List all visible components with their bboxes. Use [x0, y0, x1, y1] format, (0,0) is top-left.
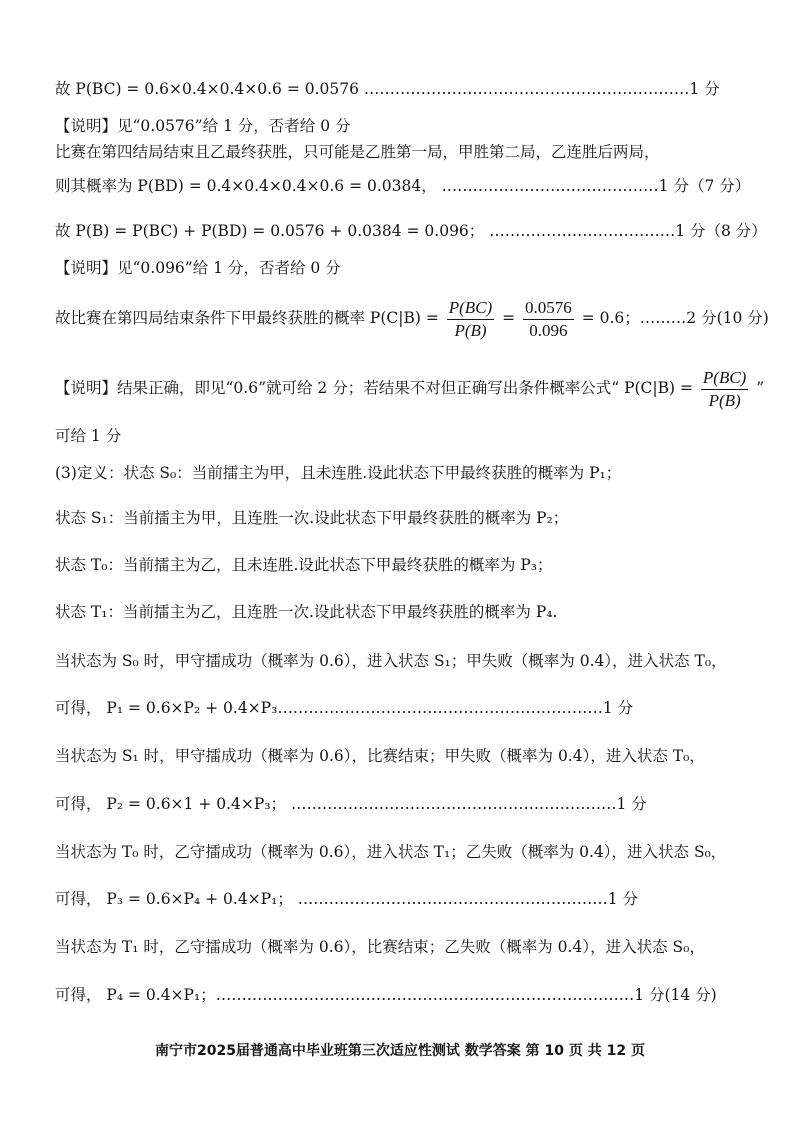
fraction-denominator: P(B): [454, 320, 487, 340]
fraction-pbc-over-pb: [447, 297, 494, 342]
equation-p2: 可得， P₂ = 0.6×1 + 0.4×P₃； ………………………………………………………1 分: [55, 795, 647, 813]
state-s1-definition: 状态 S₁：当前擂主为甲，且连胜一次.设此状态下甲最终获胜的概率为 P₂；: [55, 509, 569, 527]
fraction-numerator: 0.0576: [523, 297, 574, 320]
fraction-numerator: P(BC): [447, 297, 494, 320]
line-3: 比赛在第四结局结束且乙最终获胜，只可能是乙胜第一局，甲胜第二局，乙连胜后两局，: [55, 143, 660, 161]
fraction-denominator: P(B): [708, 390, 741, 410]
page-footer: 南宁市2025届普通高中毕业班第三次适应性测试 数学答案 第 10 页 共 12 页: [154, 1043, 646, 1059]
note-3-prefix: 【说明】结果正确，即见“0.6”就可给 2 分；若结果不对但正确写出条件概率公式“ P(C|B) =: [55, 379, 698, 397]
state-t0-definition: 状态 T₀：当前擂主为乙，且未连胜.设此状态下甲最终获胜的概率为 P₃；: [55, 556, 553, 574]
t1-transition: 当状态为 T₁ 时，乙守擂成功（概率为 0.6），比赛结束；乙失败（概率为 0.4），进入状态 S₀，: [55, 938, 705, 956]
line-1: 故 P(BC) = 0.6×0.4×0.4×0.6 = 0.0576 ………………………………………………………1 分: [55, 80, 720, 98]
fraction-formula: [701, 367, 748, 412]
s0-transition: 当状态为 S₀ 时，甲守擂成功（概率为 0.6），进入状态 S₁；甲失败（概率为 0.4），进入状态 T₀，: [55, 652, 727, 670]
line-7-suffix: = 0.6；………2 分(10 分): [576, 309, 769, 327]
note-3-suffix: ”: [751, 379, 765, 397]
line-4: 则其概率为 P(BD) = 0.4×0.4×0.4×0.6 = 0.0384， ……………………………………1 分（7 分）: [55, 177, 751, 195]
s1-transition: 当状态为 S₁ 时，甲守擂成功（概率为 0.6），比赛结束；甲失败（概率为 0.4），进入状态 T₀，: [55, 747, 705, 765]
note-line-2: 【说明】见“0.096”给 1 分，否者给 0 分: [55, 259, 341, 277]
fraction-denominator: 0.096: [529, 320, 568, 340]
line-5: 故 P(B) = P(BC) + P(BD) = 0.0576 + 0.0384 = 0.096； ………………………………1 分（8 分）: [55, 222, 767, 240]
fraction-numerator: P(BC): [701, 367, 748, 390]
equation-p3: 可得， P₃ = 0.6×P₄ + 0.4×P₁； ……………………………………………………1 分: [55, 890, 639, 908]
conditional-probability-line: 故比赛在第四局结束条件下甲最终获胜的概率 P(C|B) = $\frac{P(BC)}{P(B)}$ = $\frac{0.0576}{0.096}$ = 0.6；………2 分(10 分): [55, 297, 769, 340]
fraction-values: [523, 297, 574, 342]
t0-transition: 当状态为 T₀ 时，乙守擂成功（概率为 0.6），进入状态 T₁；乙失败（概率为 0.4），进入状态 S₀，: [55, 843, 727, 861]
equation-p4: 可得， P₄ = 0.4×P₁；………………………………………………………………………1 分(14 分): [55, 986, 717, 1004]
line-7-prefix: 故比赛在第四局结束条件下甲最终获胜的概率 P(C|B) =: [55, 309, 444, 327]
line-9: 可给 1 分: [55, 427, 122, 445]
note-line-1: 【说明】见“0.0576”给 1 分，否者给 0 分: [55, 117, 351, 135]
note-line-3: [55, 363, 765, 413]
state-t1-definition: 状态 T₁：当前擂主为乙，且连胜一次.设此状态下甲最终获胜的概率为 P₄.: [55, 603, 558, 621]
state-s0-definition: (3)定义：状态 S₀：当前擂主为甲，且未连胜.设此状态下甲最终获胜的概率为 P₁；: [55, 464, 622, 482]
equation-p1: 可得， P₁ = 0.6×P₂ + 0.4×P₃………………………………………………………1 分: [55, 699, 634, 717]
